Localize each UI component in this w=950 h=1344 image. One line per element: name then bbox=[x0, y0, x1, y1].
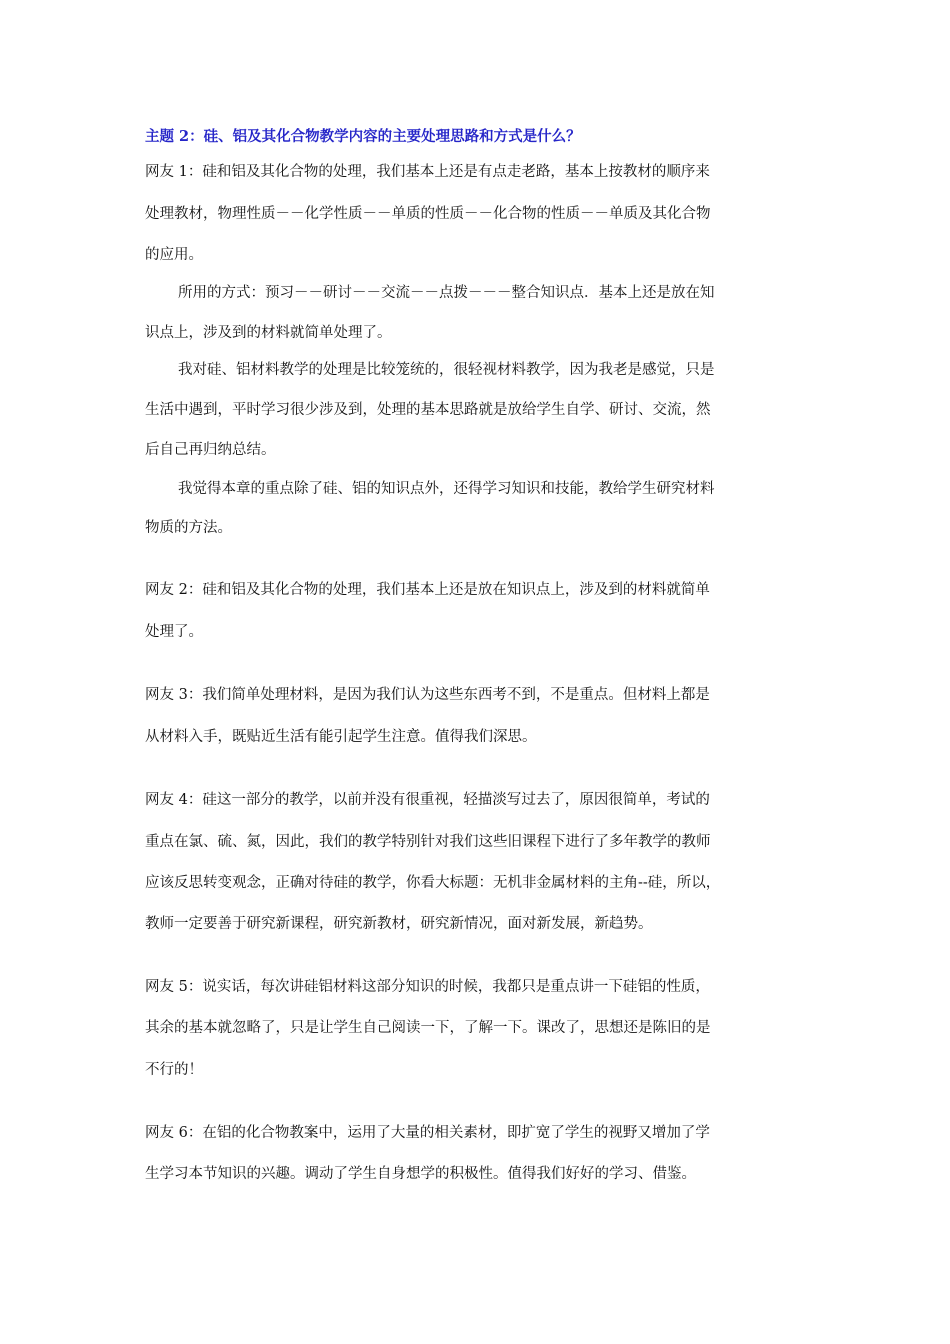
text-line: 应该反思转变观念，正确对待硅的教学，你看大标题：无机非金属材料的主角--硅，所以， bbox=[145, 875, 721, 891]
text-line: 处理了。 bbox=[145, 624, 203, 640]
text-line: 处理教材，物理性质－－化学性质－－单质的性质－－化合物的性质－－单质及其化合物 bbox=[145, 206, 711, 222]
text-line: 识点上，涉及到的材料就简单处理了。 bbox=[145, 325, 392, 341]
topic-title: 主题 2：硅、铝及其化合物教学内容的主要处理思路和方式是什么？ bbox=[145, 128, 581, 145]
text-line: 重点在氯、硫、氮，因此，我们的教学特别针对我们这些旧课程下进行了多年教学的教师 bbox=[145, 834, 711, 850]
text-line: 生学习本节知识的兴趣。调动了学生自身想学的积极性。值得我们好好的学习、借鉴。 bbox=[145, 1166, 696, 1182]
text-line: 网友 4：硅这一部分的教学，以前并没有很重视，轻描淡写过去了，原因很简单，考试的 bbox=[145, 792, 710, 808]
text-line: 我觉得本章的重点除了硅、铝的知识点外，还得学习知识和技能，教给学生研究材料 bbox=[178, 481, 715, 497]
text-line: 从材料入手，既贴近生活有能引起学生注意。值得我们深思。 bbox=[145, 729, 537, 745]
text-line: 所用的方式：预习－－研讨－－交流－－点拨－－－整合知识点．基本上还是放在知 bbox=[178, 285, 715, 301]
text-line: 网友 5：说实话，每次讲硅铝材料这部分知识的时候，我都只是重点讲一下硅铝的性质， bbox=[145, 979, 710, 995]
text-line: 其余的基本就忽略了，只是让学生自己阅读一下，了解一下。课改了，思想还是陈旧的是 bbox=[145, 1020, 711, 1036]
text-line: 不行的！ bbox=[145, 1062, 203, 1078]
text-line: 后自己再归纳总结。 bbox=[145, 442, 276, 458]
text-line: 我对硅、铝材料教学的处理是比较笼统的，很轻视材料教学，因为我老是感觉，只是 bbox=[178, 362, 715, 378]
text-line: 网友 3：我们简单处理材料，是因为我们认为这些东西考不到，不是重点。但材料上都是 bbox=[145, 687, 710, 703]
text-line: 的应用。 bbox=[145, 247, 203, 263]
text-line: 网友 2：硅和铝及其化合物的处理，我们基本上还是放在知识点上，涉及到的材料就简单 bbox=[145, 582, 710, 598]
text-line: 物质的方法。 bbox=[145, 520, 232, 536]
text-line: 教师一定要善于研究新课程，研究新教材，研究新情况，面对新发展，新趋势。 bbox=[145, 916, 653, 932]
text-line: 生活中遇到，平时学习很少涉及到，处理的基本思路就是放给学生自学、研讨、交流，然 bbox=[145, 402, 711, 418]
text-line: 网友 6：在铝的化合物教案中，运用了大量的相关素材，即扩宽了学生的视野又增加了学 bbox=[145, 1125, 710, 1141]
text-line: 网友 1：硅和铝及其化合物的处理，我们基本上还是有点走老路，基本上按教材的顺序来 bbox=[145, 164, 710, 180]
